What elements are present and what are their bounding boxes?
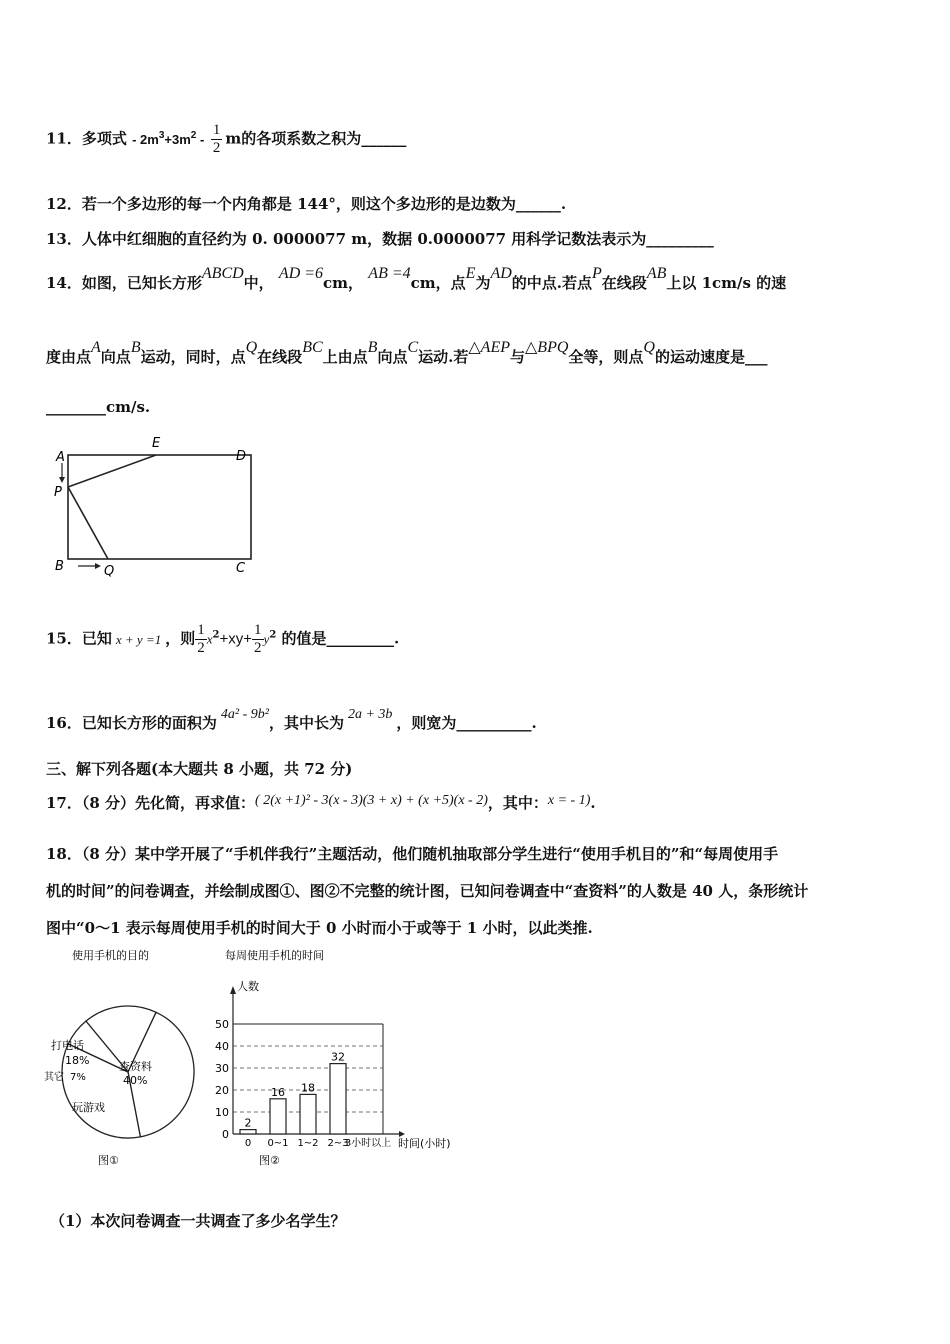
pie-label-games: 玩游戏 (72, 1101, 105, 1114)
fraction-half-1: $\frac{1}{2}$ (197, 622, 205, 656)
question-14-line-3: ________cm/s. (46, 398, 151, 416)
question-16: 16．已知长方形的面积为 4a² - 9b²，其中长为 2a + 3b ，则宽为__________. (46, 707, 537, 732)
pie-label-phone: 打电话 (51, 1039, 84, 1052)
bar-1 (270, 1099, 286, 1134)
pie-pct-other: 7% (70, 1072, 86, 1083)
bar-0 (240, 1130, 256, 1134)
fraction-half-2: $\frac{1}{2}$ (254, 622, 262, 656)
y-tick-label-40: 40 (215, 1040, 229, 1053)
bar-title: 每周使用手机的时间 (225, 949, 324, 962)
bar-xlabel: 时间(小时) (398, 1137, 451, 1150)
section-3-title: 三、解下列各题(本大题共 8 小题，共 72 分) (46, 760, 353, 778)
x-tick-label-2: 1~2 (297, 1138, 319, 1149)
bar-data-label-3: 32 (331, 1050, 345, 1064)
y-axis-arrow (230, 986, 236, 994)
label-c: C (236, 561, 246, 576)
label-q: Q (104, 564, 115, 579)
question-12: 12．若一个多边形的每一个内角都是 144°，则这个多边形的是边数为______. (46, 195, 567, 213)
y-tick-label-20: 20 (215, 1084, 229, 1097)
bar-data-label-0: 2 (244, 1116, 252, 1130)
question-18-part-1: （1）本次问卷调查一共调查了多少名学生？ (50, 1212, 346, 1230)
question-13: 13．人体中红细胞的直径约为 0. 0000077 m，数据 0.0000077 用科学记数法表示为_________ (46, 230, 714, 248)
pie-label-other: 其它 (44, 1072, 64, 1083)
question-18-line-2: 机的时间”的问卷调查，并绘制成图①、图②不完整的统计图，已知问卷调查中“查资料”的人数是 40 人，条形统计 (46, 882, 809, 900)
pie-chart (40, 942, 210, 1172)
label-p: P (54, 485, 62, 500)
question-15: 15．已知 x + y =1 ，则 $\frac{1}{2}$ $x^2+xy+$ $\frac{1}{2}$ $y^2$ 的值是_________. (46, 622, 400, 656)
y-tick-label-30: 30 (215, 1062, 229, 1075)
pie-label-research: 查资料 (119, 1060, 152, 1073)
question-11: 11．多项式 - $2m^3+3m^2$ - $\frac{1}{2}$ m的各项系数之积为______ (46, 122, 407, 156)
question-17: 17．（8 分）先化简，再求值：( 2(x +1)² - 3(x - 3)(3 + x) + (x +5)(x - 2)，其中：x = - 1). (46, 793, 596, 812)
arrow-b-right-head (95, 563, 101, 569)
label-d: D (236, 449, 247, 464)
question-14-line-1: 14．如图，已知长方形ABCD中， AD =6cm， AB =4cm，点E为AD的中点.若点P在线段AB上以 1cm/s 的速 (46, 265, 787, 292)
label-b: B (55, 559, 64, 574)
pie-caption: 图① (98, 1154, 119, 1167)
bar-chart (205, 942, 470, 1172)
y-tick-label-10: 10 (215, 1106, 229, 1119)
bar-data-label-1: 16 (271, 1085, 285, 1099)
pie-pct-research: 40% (123, 1074, 148, 1087)
segment-pe (68, 455, 156, 487)
segment-pq (68, 487, 108, 559)
x-tick-label-1: 0~1 (267, 1138, 289, 1149)
fraction-half: $\frac{1}{2}$ (212, 122, 221, 156)
bar-2 (300, 1094, 316, 1134)
label-e: E (152, 436, 161, 451)
pie-pct-phone: 18% (65, 1054, 90, 1067)
bar-3 (330, 1064, 346, 1134)
y-tick-label-50: 50 (215, 1018, 229, 1031)
x-tick-label-3: 2~3 (327, 1138, 349, 1149)
x-tick-label-0: 0 (244, 1138, 252, 1149)
arrow-a-down-head (59, 477, 65, 483)
label-a: A (56, 450, 65, 465)
y-tick-label-0: 0 (222, 1128, 229, 1141)
rectangle-figure (48, 430, 263, 580)
question-18-line-3: 图中“0～1 表示每周使用手机的时间大于 0 小时而小于或等于 1 小时，以此类推. (46, 919, 593, 937)
bar-data-label-2: 18 (301, 1081, 315, 1095)
pie-title: 使用手机的目的 (72, 949, 149, 962)
bar-caption: 图② (259, 1154, 280, 1167)
bar-ylabel: 人数 (237, 980, 259, 993)
x-tick-label-4: 3小时以上 (344, 1138, 392, 1149)
question-18-line-1: 18．（8 分）某中学开展了“手机伴我行”主题活动，他们随机抽取部分学生进行“使用手机目的”和“每周使用手 (46, 845, 779, 863)
question-14-line-2: 度由点A向点B运动，同时，点Q在线段BC上由点B向点C运动.若△AEP与△BPQ全等，则点Q的运动速度是___ (46, 339, 768, 366)
